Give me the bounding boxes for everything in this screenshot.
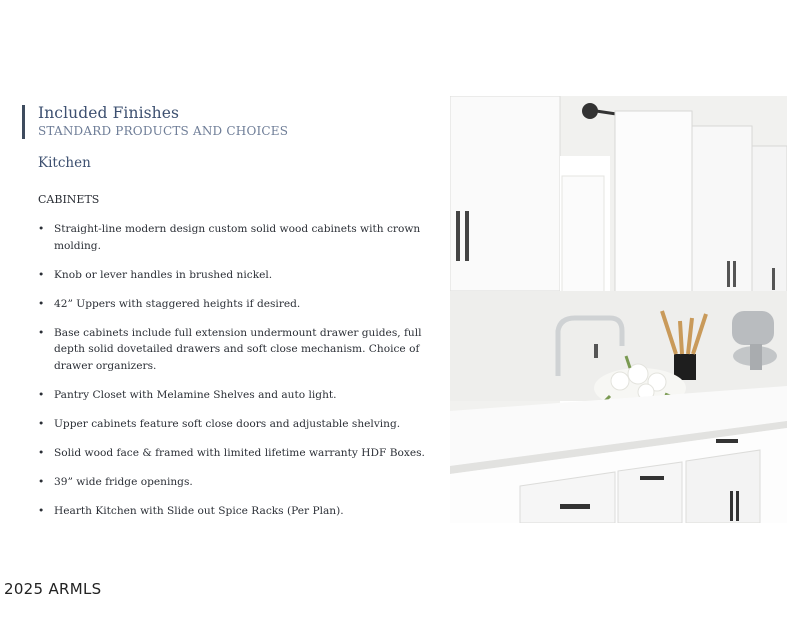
- copyright-watermark: 2025 ARMLS: [4, 580, 102, 598]
- list-item: • Upper cabinets feature soft close doors and adjustable shelving.: [38, 416, 428, 433]
- title-accent-bar: [22, 105, 25, 139]
- list-item: • Hearth Kitchen with Slide out Spice Racks (Per Plan).: [38, 503, 428, 520]
- subsection-title: CABINETS: [38, 193, 100, 206]
- list-item: • Base cabinets include full extension undermount drawer guides, full depth solid dovetailed drawers and soft close mechanism. Choice of drawer organizers.: [38, 325, 428, 375]
- page-subtitle: STANDARD PRODUCTS AND CHOICES: [38, 124, 289, 138]
- kitchen-photo: [450, 96, 787, 523]
- list-item: • Straight-line modern design custom solid wood cabinets with crown molding.: [38, 221, 428, 254]
- list-item: • Knob or lever handles in brushed nickel.: [38, 267, 428, 284]
- section-title: Kitchen: [38, 155, 91, 171]
- list-item: • 42” Uppers with staggered heights if desired.: [38, 296, 428, 313]
- finishes-list: [38, 221, 428, 532]
- list-item: • 39” wide fridge openings.: [38, 474, 428, 491]
- page-title: Included Finishes: [38, 104, 180, 122]
- list-item: • Pantry Closet with Melamine Shelves and auto light.: [38, 387, 428, 404]
- list-item: • Solid wood face & framed with limited lifetime warranty HDF Boxes.: [38, 445, 428, 462]
